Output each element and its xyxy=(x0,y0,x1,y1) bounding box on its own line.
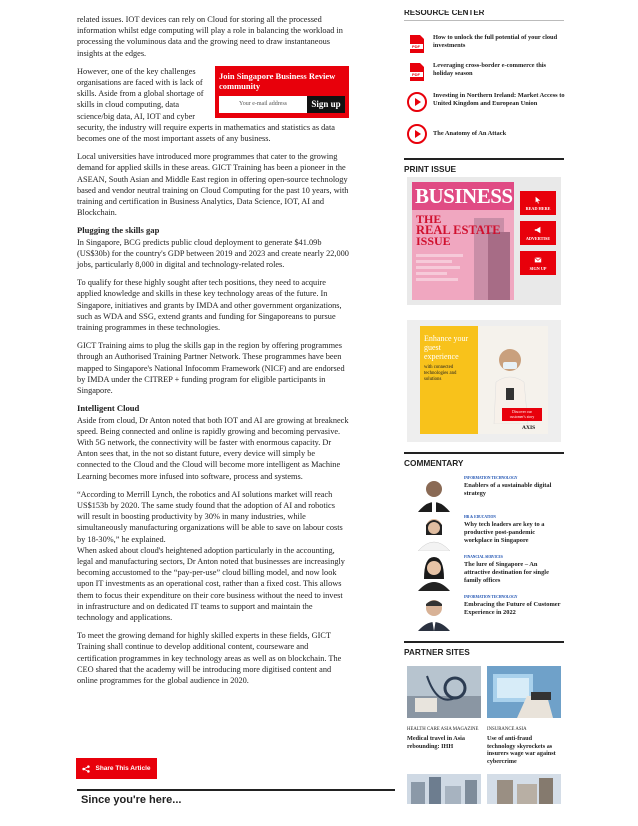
read-here-button[interactable] xyxy=(520,191,556,215)
resource-title: Investing in Northern Ireland: Market Access to United Kingdom and European Union xyxy=(433,92,565,107)
sign-up-print-button[interactable] xyxy=(520,251,556,275)
article-paragraph: To meet the growing demand for highly skilled experts in these fields, GICT Training shall continue to develop additional content, courseware and certification programmes in key technology areas as well as on blockchain. The CEO shared that the academy will be introducing more digitised content and online programmes for the global audience in 2020. xyxy=(77,631,342,685)
since-heading: Since you're here... xyxy=(81,794,182,806)
partner-title: Medical travel in Asia rebounding: IHH xyxy=(407,735,465,750)
author-photo xyxy=(412,476,456,512)
cover-line: THE xyxy=(416,212,442,226)
partner-image xyxy=(407,774,481,804)
partner-sites-heading: PARTNER SITES xyxy=(404,641,564,657)
commentary-category: HR & EDUCATION xyxy=(464,515,496,519)
sign-up-label: SIGN UP xyxy=(529,265,547,271)
partner-image xyxy=(487,666,561,718)
author-photo xyxy=(412,555,456,591)
resource-center-heading: RESOURCE CENTER xyxy=(404,10,485,17)
play-icon xyxy=(407,124,427,144)
print-issue-box xyxy=(407,177,561,305)
ad-text-panel xyxy=(420,326,478,434)
article-body xyxy=(77,14,349,693)
cover-line: ISSUE xyxy=(416,234,451,248)
article-paragraph: GICT Training aims to plug the skills gap in the region by offering programmes through an Authorised Training Partner Network. These programmes have been mapped to Singapore's National Infocomm Framework (NICF) and are endorsed by IMDA under the CITREP + funding program for eligible participants in Singapore. xyxy=(77,341,345,396)
article-paragraph: “According to Merrill Lynch, the robotics and AI solutions market will reach US$153b by 2020. The same study found that the adoption of AI and robotics will result in boosting productivity by 30% in many industries, while simultaneously manufacturing organizations will be able to save on labour costs by 18-30%,” he explained. xyxy=(77,489,343,544)
article-paragraph: To qualify for these highly sought after tech positions, they need to acquire applied knowledge and skills in these key technology areas of the future. In Singapore, initiatives and grants by IMDA and other government organizations, such as WDA and SSG, extend grants and funding for Singaporeans to pursue training programmes in these technologies. xyxy=(77,278,342,333)
author-photo xyxy=(412,595,456,631)
commentary-category: FINANCIAL SERVICES xyxy=(464,555,503,559)
partner-category: HEALTH CARE ASIA MAGAZINE xyxy=(407,727,479,732)
svg-text:PDF: PDF xyxy=(412,72,420,77)
cursor-icon xyxy=(534,196,542,204)
ad-banner xyxy=(420,326,548,434)
megaphone-icon xyxy=(534,226,542,234)
advertisement[interactable] xyxy=(407,320,561,442)
ad-cta[interactable]: Discover our customer's story xyxy=(502,408,542,421)
commentary-category: INFORMATION TECHNOLOGY xyxy=(464,476,518,480)
article-paragraph: When asked about cloud's heightened adoption particularly in the accounting, legal and manufacturing sectors, Dr Anton noted that businesses are increasingly becoming accustomed to the “pay-per-use” cloud billing model, and now look upon IT investments as an operational cost, rather than a fixed cost. This allows them to focus their expenditure on their core business without the need to invest in infrastructure and on dedicated IT teams to support and maintain the technology and applications. xyxy=(77,545,345,622)
resource-title: How to unlock the full potential of your cloud investments xyxy=(433,34,558,49)
article-paragraph: However, one of the key challenges organisations are faced with is lack of skills. Aside from a global shortage of skills in cloud computing, data science/big data, AI, IOT and cyber security, the industry will require experts in mathematics and statistics as data becomes one of the most important assets of any business. xyxy=(77,66,335,144)
article-paragraph: related issues. IOT devices can rely on Cloud for storing all the processed information whilst edge computing will play a role in balancing the workload in processing the voluminous data and the growing need to draw instantaneous insights at the edges. xyxy=(77,15,343,58)
divider xyxy=(77,789,395,791)
partner-image xyxy=(407,666,481,718)
mail-icon xyxy=(534,256,542,264)
pdf-icon xyxy=(407,62,427,82)
article-paragraph: Local universities have introduced more programmes that cater to the growing demand for applied skills in these areas. GICT Training has been a pioneer in the ASEAN, South Asian and Middle East region in offering open-source technology based and vendor neutral training on Cloud Computing for the past 10 years, with training and certification in Business Analytics, Data Science, IOT, AI and Blockchain. xyxy=(77,152,349,218)
share-icon xyxy=(82,765,90,773)
advertise-label: ADVERTISE xyxy=(525,235,551,241)
commentary-category: INFORMATION TECHNOLOGY xyxy=(464,595,518,599)
partner-image xyxy=(487,774,561,804)
sign-up-button[interactable]: Sign up xyxy=(307,96,345,113)
commentary-title: Why tech leaders are key to a productive post-pandemic workplace in Singapore xyxy=(464,521,545,544)
share-article-button[interactable] xyxy=(76,758,157,779)
magazine-cover[interactable] xyxy=(412,182,514,300)
commentary-item[interactable] xyxy=(412,476,562,512)
axis-logo: AXIS xyxy=(522,425,536,431)
commentary-title: Enablers of a sustainable digital strategy xyxy=(464,482,552,497)
commentary-heading: COMMENTARY xyxy=(404,452,564,468)
advertise-button[interactable] xyxy=(520,221,556,245)
commentary-title: The lure of Singapore – An attractive destination for single family offices xyxy=(464,561,549,584)
share-label: Share This Article xyxy=(95,765,151,772)
svg-text:PDF: PDF xyxy=(412,44,420,49)
cover-headline xyxy=(416,214,501,247)
article-paragraph: Aside from cloud, Dr Anton noted that both IOT and AI are growing at breakneck speed. Being connected and online is rapidly growing and becoming pervasive. With 5G network, the connectivity will be faster with enormous capacity. Dr Anton sees that, in the not so distant future, every device will simply be connected to the Cloud and the Cloud will become more intelligent as Machine Learning becomes more infused into software, process and systems. xyxy=(77,415,349,481)
ad-subtitle: with connected technologies and solutions xyxy=(424,365,457,382)
pdf-icon xyxy=(407,34,427,54)
cover-text-lines xyxy=(416,254,468,284)
ad-title: Enhance your guest experience xyxy=(424,334,469,361)
resource-item[interactable] xyxy=(407,34,565,54)
read-here-label: READ HERE xyxy=(525,205,551,211)
resource-title: The Anatomy of An Attack xyxy=(433,130,507,137)
cover-line: REAL ESTATE xyxy=(416,223,501,237)
divider xyxy=(404,20,564,21)
partner-title: Use of anti-fraud technology skyrockets as insurers wage war against cybercrime xyxy=(487,735,556,765)
resource-item[interactable] xyxy=(407,92,565,112)
author-photo xyxy=(412,515,456,551)
partner-card[interactable] xyxy=(487,666,561,765)
print-issue-heading: PRINT ISSUE xyxy=(404,158,564,174)
magazine-masthead: BUSINESS xyxy=(412,182,514,210)
resource-item[interactable] xyxy=(407,124,565,144)
commentary-item[interactable] xyxy=(412,595,562,631)
email-input[interactable]: Your e-mail address xyxy=(219,96,307,113)
article-subheading: Plugging the skills gap xyxy=(77,225,160,236)
article-subheading: Intelligent Cloud xyxy=(77,403,140,414)
play-icon xyxy=(407,92,427,112)
commentary-title: Embracing the Future of Customer Experience in 2022 xyxy=(464,601,561,616)
partner-card[interactable] xyxy=(407,666,481,750)
resource-title: Leveraging cross-border e-commerce this holiday season xyxy=(433,62,547,77)
partner-category: INSURANCE ASIA xyxy=(487,727,527,732)
newsletter-signup-box xyxy=(215,66,349,118)
commentary-item[interactable] xyxy=(412,515,562,551)
newsletter-title: Join Singapore Business Review community xyxy=(219,70,336,91)
resource-item[interactable] xyxy=(407,62,565,82)
commentary-item[interactable] xyxy=(412,555,562,591)
article-paragraph: In Singapore, BCG predicts public cloud deployment to generate $41.09b (US$30b) for the country's GDP between 2019 and 2023 and create nearly 22,000 jobs, particularly 8,000 in digital and technology-related roles. xyxy=(77,237,349,270)
